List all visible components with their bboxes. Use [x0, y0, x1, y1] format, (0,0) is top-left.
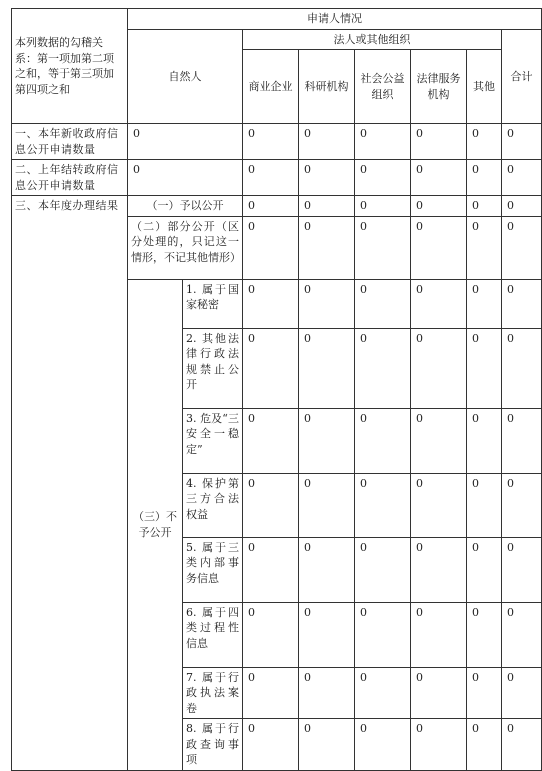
cell-research: 0: [299, 537, 355, 602]
cell-research: 0: [299, 196, 355, 217]
row-label-deny: （三）不予公开: [128, 279, 183, 770]
cell-social: 0: [355, 328, 411, 408]
cell-other: 0: [467, 408, 502, 473]
cell-research: 0: [299, 124, 355, 160]
header-note: 本列数据的勾稽关系：第一项加第二项之和，等于第三项加第四项之和: [12, 9, 128, 124]
cell-total: 0: [502, 124, 542, 160]
cell-total: 0: [502, 196, 542, 217]
cell-other: 0: [467, 124, 502, 160]
cell-legal-service: 0: [411, 473, 467, 537]
cell-commercial: 0: [243, 602, 299, 667]
cell-legal-service: 0: [411, 719, 467, 771]
row-label-d4: 4. 保护第三方合法权益: [183, 473, 243, 537]
row-label-results: 三、本年度办理结果: [12, 196, 128, 771]
statistics-table: [11, 8, 542, 771]
cell-research: 0: [299, 719, 355, 771]
table-row: [12, 160, 542, 196]
cell-social: 0: [355, 216, 411, 279]
header-legal-service: 法律服务机构: [411, 50, 467, 124]
row-label-d2: 2. 其他法律行政法规禁止公开: [183, 328, 243, 408]
header-natural: 自然人: [128, 29, 243, 124]
cell-commercial: 0: [243, 124, 299, 160]
cell-commercial: 0: [243, 216, 299, 279]
row-label-partial: （二）部分公开（区分处理的，只记这一情形，不记其他情形）: [128, 216, 243, 279]
cell-commercial: 0: [243, 160, 299, 196]
cell-social: 0: [355, 160, 411, 196]
row-label-d3: 3. 危及“三安全一稳定”: [183, 408, 243, 473]
cell-social: 0: [355, 473, 411, 537]
cell-research: 0: [299, 328, 355, 408]
cell-total: 0: [502, 719, 542, 771]
cell-total: 0: [502, 279, 542, 328]
cell-legal-service: 0: [411, 196, 467, 217]
row-label-d8: 8. 属于行政查询事项: [183, 719, 243, 771]
cell-other: 0: [467, 602, 502, 667]
cell-legal-service: 0: [411, 279, 467, 328]
cell-social: 0: [355, 124, 411, 160]
cell-other: 0: [467, 160, 502, 196]
cell-commercial: 0: [243, 196, 299, 217]
cell-commercial: 0: [243, 537, 299, 602]
cell-other: 0: [467, 216, 502, 279]
cell-research: 0: [299, 216, 355, 279]
cell-other: 0: [467, 719, 502, 771]
cell-other: 0: [467, 667, 502, 719]
row-label-d7: 7. 属于行政执法案卷: [183, 667, 243, 719]
table-row: [12, 124, 542, 160]
row-label-d1: 1. 属于国家秘密: [183, 279, 243, 328]
cell-total: 0: [502, 160, 542, 196]
cell-other: 0: [467, 196, 502, 217]
row-label: 二、上年结转政府信息公开申请数量: [12, 160, 128, 196]
header-applicant: 申请人情况: [128, 9, 542, 30]
row-label-d5: 5. 属于三类内部事务信息: [183, 537, 243, 602]
cell-legal-service: 0: [411, 328, 467, 408]
cell-commercial: 0: [243, 408, 299, 473]
cell-social: 0: [355, 667, 411, 719]
header-legal-group: 法人或其他组织: [243, 29, 502, 50]
cell-legal-service: 0: [411, 216, 467, 279]
cell-research: 0: [299, 160, 355, 196]
header-research: 科研机构: [299, 50, 355, 124]
cell-other: 0: [467, 473, 502, 537]
header-commercial: 商业企业: [243, 50, 299, 124]
cell-legal-service: 0: [411, 602, 467, 667]
table-row: [12, 196, 542, 217]
cell-legal-service: 0: [411, 667, 467, 719]
cell-legal-service: 0: [411, 537, 467, 602]
cell-natural: 0: [128, 160, 243, 196]
cell-total: 0: [502, 216, 542, 279]
cell-research: 0: [299, 408, 355, 473]
cell-other: 0: [467, 328, 502, 408]
cell-other: 0: [467, 279, 502, 328]
cell-total: 0: [502, 473, 542, 537]
row-label-open: （一）予以公开: [128, 196, 243, 217]
cell-legal-service: 0: [411, 408, 467, 473]
cell-social: 0: [355, 196, 411, 217]
cell-social: 0: [355, 719, 411, 771]
cell-social: 0: [355, 408, 411, 473]
cell-commercial: 0: [243, 719, 299, 771]
cell-social: 0: [355, 537, 411, 602]
cell-social: 0: [355, 279, 411, 328]
cell-total: 0: [502, 408, 542, 473]
cell-research: 0: [299, 667, 355, 719]
cell-other: 0: [467, 537, 502, 602]
cell-research: 0: [299, 279, 355, 328]
cell-commercial: 0: [243, 328, 299, 408]
cell-commercial: 0: [243, 473, 299, 537]
cell-total: 0: [502, 602, 542, 667]
header-other: 其他: [467, 50, 502, 124]
cell-legal-service: 0: [411, 160, 467, 196]
header-total: 合计: [502, 29, 542, 124]
cell-legal-service: 0: [411, 124, 467, 160]
cell-total: 0: [502, 328, 542, 408]
cell-social: 0: [355, 602, 411, 667]
cell-total: 0: [502, 667, 542, 719]
cell-research: 0: [299, 602, 355, 667]
cell-commercial: 0: [243, 667, 299, 719]
cell-commercial: 0: [243, 279, 299, 328]
header-social: 社会公益组织: [355, 50, 411, 124]
row-label: 一、本年新收政府信息公开申请数量: [12, 124, 128, 160]
cell-natural: 0: [128, 124, 243, 160]
row-label-d6: 6. 属于四类过程性信息: [183, 602, 243, 667]
cell-total: 0: [502, 537, 542, 602]
cell-research: 0: [299, 473, 355, 537]
